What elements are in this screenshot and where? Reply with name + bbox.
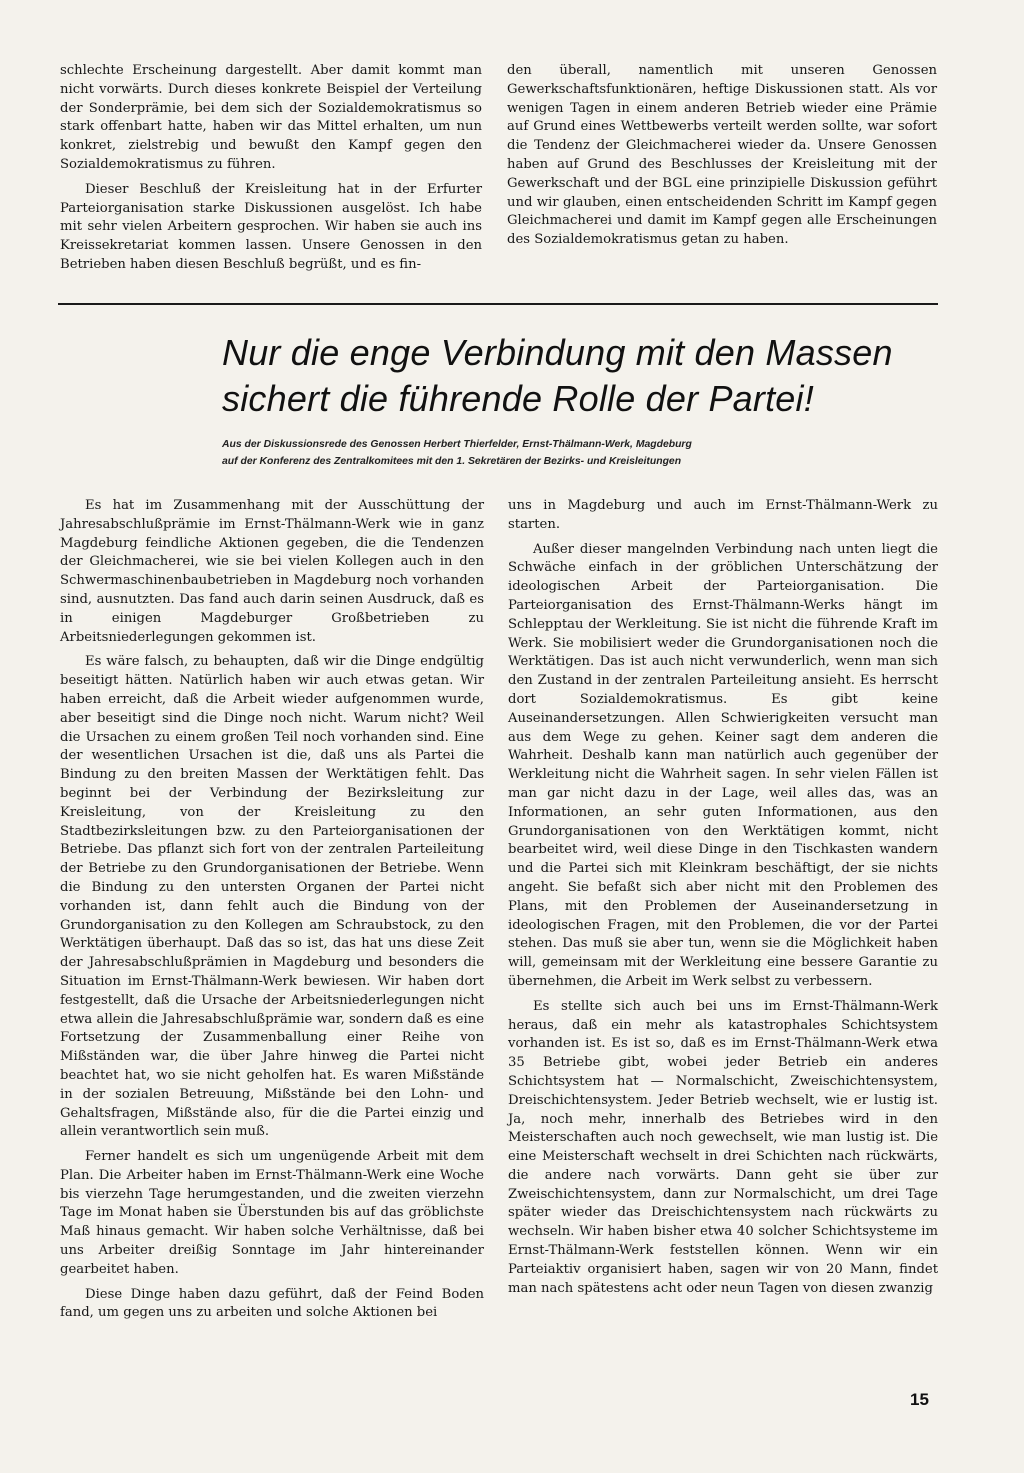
paragraph: schlechte Erscheinung dargestellt. Aber damit kommt man nicht vorwärts. Durch dieses konkrete Beispiel der Verteilung der Sonderprämie, bei dem sich der Sozialdemokratismus so stark offenbart hatte, haben wir das Mittel erhalten, um nun konkret, zielstrebig und bewußt den Kampf gegen den Sozialdemokratismus zu führen. (60, 63, 482, 172)
paragraph: Diese Dinge haben dazu geführt, daß der Feind Boden fand, um gegen uns zu arbeiten und solche Aktionen bei (60, 1286, 484, 1321)
byline-line-1: Aus der Diskussionsrede des Genossen Herbert Thierfelder, Ernst-Thälmann-Werk, Magdeburg (222, 439, 692, 450)
headline-line-1: Nur die enge Verbindung mit den Massen (222, 332, 893, 373)
page-number: 15 (910, 1390, 929, 1409)
continuation-right-column (507, 62, 937, 256)
paragraph: uns in Magdeburg und auch im Ernst-Thälmann-Werk zu starten. (508, 498, 938, 532)
headline-line-2: sichert die führende Rolle der Partei! (222, 378, 814, 419)
continuation-left-column (60, 62, 482, 281)
byline-line-2: auf der Konferenz des Zentralkomitees mit den 1. Sekretären der Bezirks- und Kreisleitungen (222, 456, 682, 467)
article-right-column (508, 497, 938, 1304)
paragraph: Es wäre falsch, zu behaupten, daß wir die Dinge endgültig beseitigt hätten. Natürlich haben wir auch etwas getan. Wir haben erreicht, daß die Arbeit wieder aufgenommen wurde, aber beseitigt sind die Dinge noch nicht. Warum nicht? Weil die Ursachen zu einem großen Teil noch vorhanden sind. Eine der wesentlichen Ursachen ist die, daß uns als Partei die Bindung zu den breiten Massen der Werktätigen fehlt. Das beginnt bei der Verbindung der Bezirksleitung zur Kreisleitung, von der Kreisleitung zu den Stadtbezirksleitungen bzw. zu den Parteiorganisationen der Betriebe. Das pflanzt sich fort von der zentralen Parteileitung der Betriebe zu den Grundorganisationen der Betriebe. Wenn die Bindung zu den untersten Organen der Partei nicht vorhanden ist, dann fehlt auch die Bindung von der Grundorganisation zu den Kollegen am Schraubstock, zu den Werktätigen überhaupt. Daß das so ist, das hat uns diese Zeit der Jahresabschlußprämien in Magdeburg und besonders die Situation im Ernst-Thälmann-Werk bewiesen. Wir haben dort festgestellt, daß die Ursache der Arbeitsniederlegungen nicht etwa allein die Jahresabschlußprämie war, sondern daß es eine Fortsetzung der Zusammenballung einer Reihe von Mißständen war, die über Jahre hinweg die Partei nicht beachtet hat, wo sie nicht geholfen hat. Es waren Mißstände in der sozialen Betreuung, Mißstände bei den Lohn- und Gehaltsfragen, Mißstände also, für die die Partei einzig und allein verantwortlich sein muß. (60, 654, 484, 1140)
article-headline (222, 330, 952, 422)
section-divider (58, 303, 938, 305)
paragraph: Es stellte sich auch bei uns im Ernst-Thälmann-Werk heraus, daß ein mehr als katastrophales Schichtsystem vorhanden ist. Es ist so, daß es im Ernst-Thälmann-Werk etwa 35 Betriebe gibt, wobei jeder Betrieb ein anderes Schichtsystem hat — Normalschicht, Zweischichtensystem, Dreischichtensystem. Jeder Betrieb wechselt, wie er lustig ist. Ja, noch mehr, innerhalb des Betriebes wird in den Meisterschaften auch noch gewechselt, wie man lustig ist. Die eine Meisterschaft wechselt in drei Schichten nach rückwärts, die andere nach vorwärts. Dann geht sie über zur Zweischichtensystem, dann zur Normalschicht, um drei Tage später wieder das Dreischichtensystem nach rückwärts zu wechseln. Wir haben bisher etwa 40 solcher Schichtsysteme im Ernst-Thälmann-Werk feststellen können. Wenn wir ein Parteiaktiv organisiert haben, sagen wir von 20 Mann, findet man nach spätestens acht oder neun Tagen von diesen zwanzig (508, 998, 938, 1296)
paragraph: den überall, namentlich mit unseren Genossen Gewerkschaftsfunktionären, heftige Diskussionen statt. Als vor wenigen Tagen in einem anderen Betrieb wieder eine Prämie auf Grund eines Wettbewerbs verteilt werden sollte, war sofort die Tendenz der Gleichmacherei wieder da. Unsere Genossen haben auf Grund des Beschlusses der Kreisleitung mit der Gewerkschaft und der BGL eine prinzipielle Diskussion geführt und wir glauben, einen entscheidenden Schritt im Kampf gegen Gleichmacherei und damit im Kampf gegen alle Erscheinungen des Sozialdemokratismus getan zu haben. (507, 63, 937, 248)
article-byline (222, 436, 942, 470)
paragraph: Ferner handelt es sich um ungenügende Arbeit mit dem Plan. Die Arbeiter haben im Ernst-Thälmann-Werk eine Woche bis vierzehn Tage herumgestanden, und die zweiten vierzehn Tage im Monat haben sie Überstunden bis auf das gröblichste Maß hinaus gemacht. Wir haben solche Verhältnisse, daß bei uns Arbeiter dreißig Sonntage im Jahr hintereinander gearbeitet haben. (60, 1149, 484, 1277)
article-left-column (60, 497, 484, 1329)
paragraph: Dieser Beschluß der Kreisleitung hat in der Erfurter Parteiorganisation starke Diskussionen ausgelöst. Ich habe mit sehr vielen Arbeitern gesprochen. Wir haben sie auch ins Kreissekretariat kommen lassen. Unsere Genossen in den Betrieben haben diesen Beschluß begrüßt, und es fin- (60, 181, 482, 272)
paragraph: Es hat im Zusammenhang mit der Ausschüttung der Jahresabschlußprämie im Ernst-Thälmann-Werk wie in ganz Magdeburg feindliche Aktionen gegeben, die die Tendenzen der Gleichmacherei, wie sie bei vielen Kollegen auch in den Schwermaschinenbaubetrieben in Magdeburg noch vorhanden sind, ausnutzten. Das fand auch darin seinen Ausdruck, daß es in einigen Magdeburger Großbetrieben zu Arbeitsniederlegungen gekommen ist. (60, 498, 484, 645)
paragraph: Außer dieser mangelnden Verbindung nach unten liegt die Schwäche einfach in der gröblichen Unterschätzung der ideologischen Arbeit der Parteiorganisation. Die Parteiorganisation des Ernst-Thälmann-Werks hängt im Schlepptau der Werkleitung. Sie ist nicht die führende Kraft im Werk. Sie mobilisiert weder die Grundorganisationen noch die Werktätigen. Das ist auch nicht verwunderlich, wenn man sich den Zustand in der zentralen Parteileitung ansieht. Es herrscht dort Sozialdemokratismus. Es gibt keine Auseinandersetzungen. Allen Schwierigkeiten versucht man aus dem Wege zu gehen. Keiner sagt dem anderen die Wahrheit. Deshalb kann man natürlich auch gegenüber der Werkleitung nicht die Wahrheit sagen. In sehr vielen Fällen ist man gar nicht dazu in der Lage, weil alles das, was an Informationen, an sehr guten Informationen, aus den Grundorganisationen von den Werktätigen kommt, nicht bearbeitet wird, weil diese Dinge in den Tischkasten wandern und die Partei sich mit Kleinkram beschäftigt, der sie nichts angeht. Sie befaßt sich aber nicht mit den Problemen des Plans, mit den Problemen der Auseinandersetzung in ideologischen Fragen, mit den Problemen, die vor der Partei stehen. Das muß sie aber tun, wenn sie die Möglichkeit haben will, gemeinsam mit der Werkleitung eine bessere Garantie zu übernehmen, die Arbeit im Werk selbst zu verbessern. (508, 541, 938, 989)
